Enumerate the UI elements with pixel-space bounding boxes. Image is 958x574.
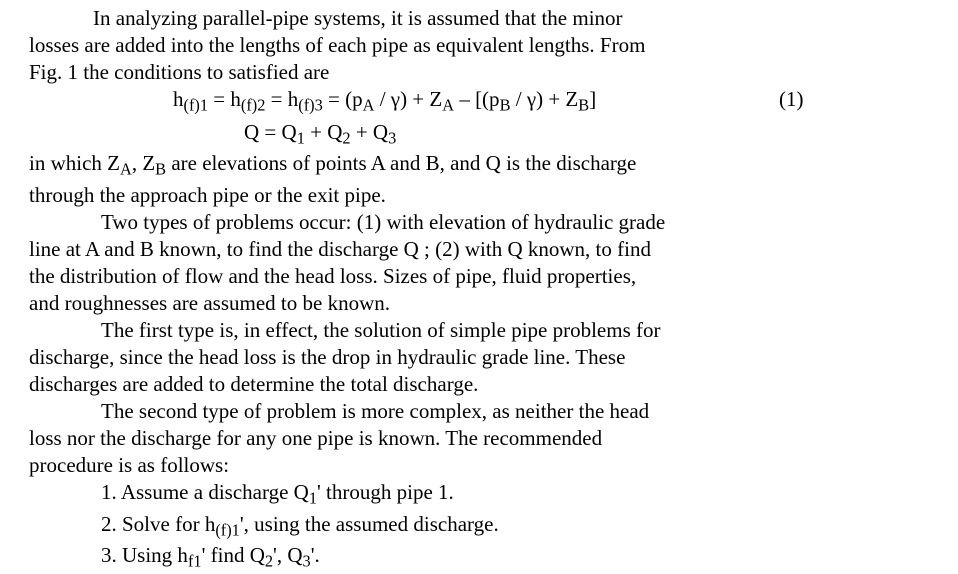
- step-1: 1. Assume a discharge $Q_1'$ through pipe 1.: [101, 480, 454, 508]
- para1-line2: losses are added into the lengths of each pipe as equivalent lengths. From: [29, 33, 646, 57]
- para5-line2: loss nor the discharge for any one pipe is known. The recommended: [29, 426, 603, 450]
- para3-line1: Two types of problems occur: (1) with elevation of hydraulic grade: [101, 210, 666, 234]
- para1-line3: Fig. 1 the conditions to satisfied are: [29, 60, 330, 84]
- para5-line3: procedure is as follows:: [29, 453, 230, 477]
- step-2: 2. Solve for $h_{(f)1}'$, using the assumed discharge.: [101, 512, 499, 540]
- para2-line1: in which $Z_A$, $Z_B$ are elevations of points A and B, and Q is the discharge: [29, 151, 637, 179]
- step-3: 3. Using $h_{f1}'$ find $Q_2'$, $Q_3'$.: [101, 543, 320, 571]
- para3-line3: the distribution of flow and the head loss. Sizes of pipe, fluid properties,: [29, 264, 637, 288]
- para3-line2: line at A and B known, to find the discharge Q ; (2) with Q known, to find: [29, 237, 651, 261]
- para2-line2: through the approach pipe or the exit pipe.: [29, 183, 386, 207]
- equation-head-loss: $h_{(f)1} = h_{(f)2} = h_{(f)3} = (p_A / \gamma) + Z_A - [(p_B / \gamma) + Z_B]$: [173, 87, 597, 115]
- equation-number: (1): [779, 87, 804, 111]
- para3-line4: and roughnesses are assumed to be known.: [29, 291, 390, 315]
- para1-line1: In analyzing parallel-pipe systems, it is assumed that the minor: [93, 6, 623, 30]
- para4-line3: discharges are added to determine the total discharge.: [29, 372, 479, 396]
- equation-discharge: $Q = Q_1 + Q_2 + Q_3$: [244, 120, 397, 148]
- para5-line1: The second type of problem is more complex, as neither the head: [101, 399, 650, 423]
- para4-line2: discharge, since the head loss is the drop in hydraulic grade line. These: [29, 345, 626, 369]
- para4-line1: The first type is, in effect, the solution of simple pipe problems for: [101, 318, 661, 342]
